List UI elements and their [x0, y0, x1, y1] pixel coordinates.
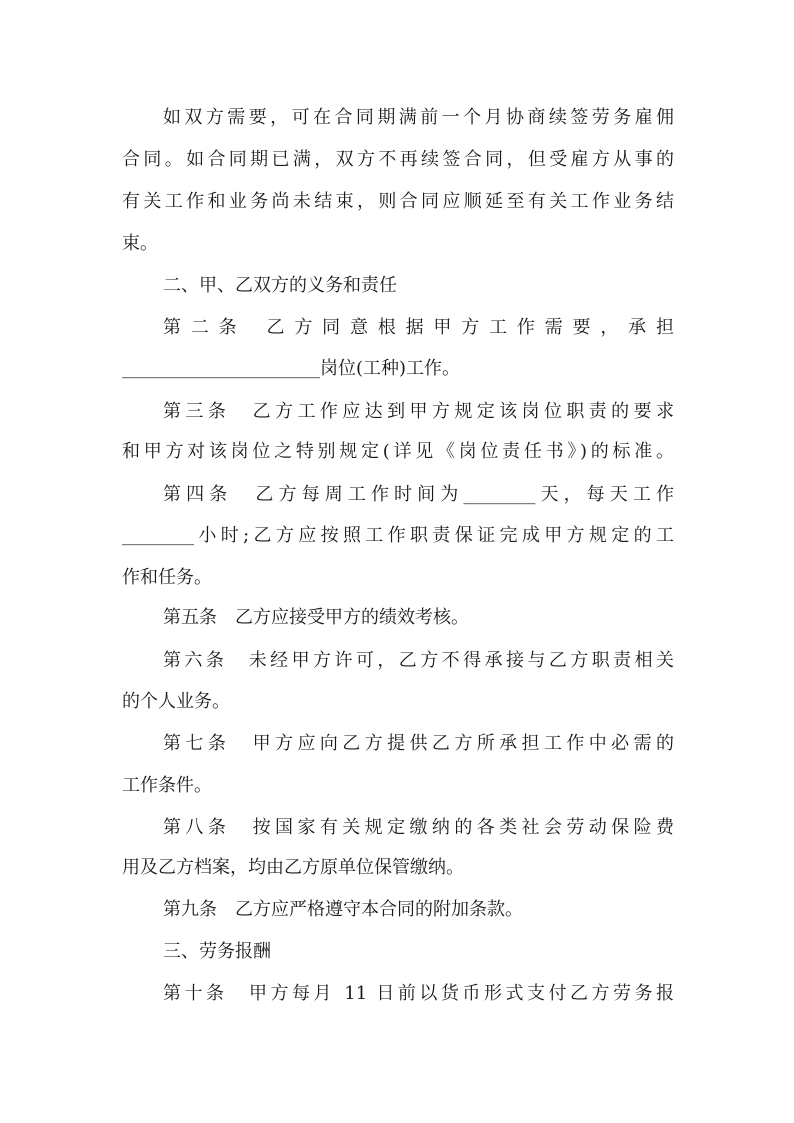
clause-7-line: 工作条件。 — [122, 775, 212, 796]
clause-7-line: 第七条 甲方应向乙方提供乙方所承担工作中必需的 — [163, 733, 674, 754]
clause-4-line: ________小时;乙方应按照工作职责保证完成甲方规定的工 — [122, 525, 674, 546]
paragraph-line: 束。 — [122, 233, 158, 254]
paragraph-line: 有关工作和业务尚未结束，则合同应顺延至有关工作业务结 — [122, 191, 674, 212]
clause-6-line: 的个人业务。 — [122, 691, 230, 712]
paragraph-line: 合同。如合同期已满，双方不再续签合同，但受雇方从事的 — [122, 149, 674, 170]
clause-3-line: 和甲方对该岗位之特别规定(详见《岗位责任书》)的标准。 — [122, 441, 674, 462]
clause-8-line: 第八条 按国家有关规定缴纳的各类社会劳动保险费 — [163, 817, 674, 838]
clause-10-line: 第十条 甲方每月 11 日前以货币形式支付乙方劳务报 — [163, 983, 674, 1004]
clause-4-line: 第四条 乙方每周工作时间为________天，每天工作 — [163, 484, 674, 505]
clause-9-line: 第九条 乙方应严格遵守本合同的附加条款。 — [163, 899, 523, 920]
clause-5-line: 第五条 乙方应接受甲方的绩效考核。 — [163, 607, 469, 628]
clause-3-line: 第三条 乙方工作应达到甲方规定该岗位职责的要求 — [163, 401, 674, 422]
paragraph-line: 如双方需要，可在合同期满前一个月协商续签劳务雇佣 — [163, 107, 674, 128]
clause-2-line: ______________________岗位(工种)工作。 — [122, 358, 461, 379]
clause-4-line: 作和任务。 — [122, 567, 212, 588]
section-heading: 三、劳务报酬 — [163, 941, 271, 962]
clause-8-line: 用及乙方档案，均由乙方原单位保管缴纳。 — [122, 857, 464, 878]
clause-6-line: 第六条 未经甲方许可，乙方不得承接与乙方职责相关 — [163, 650, 674, 671]
clause-2-line: 第 二 条 乙 方 同 意 根 据 甲 方 工 作 需 要 ， 承 担 — [163, 317, 674, 338]
section-heading: 二、甲、乙双方的义务和责任 — [163, 275, 397, 296]
